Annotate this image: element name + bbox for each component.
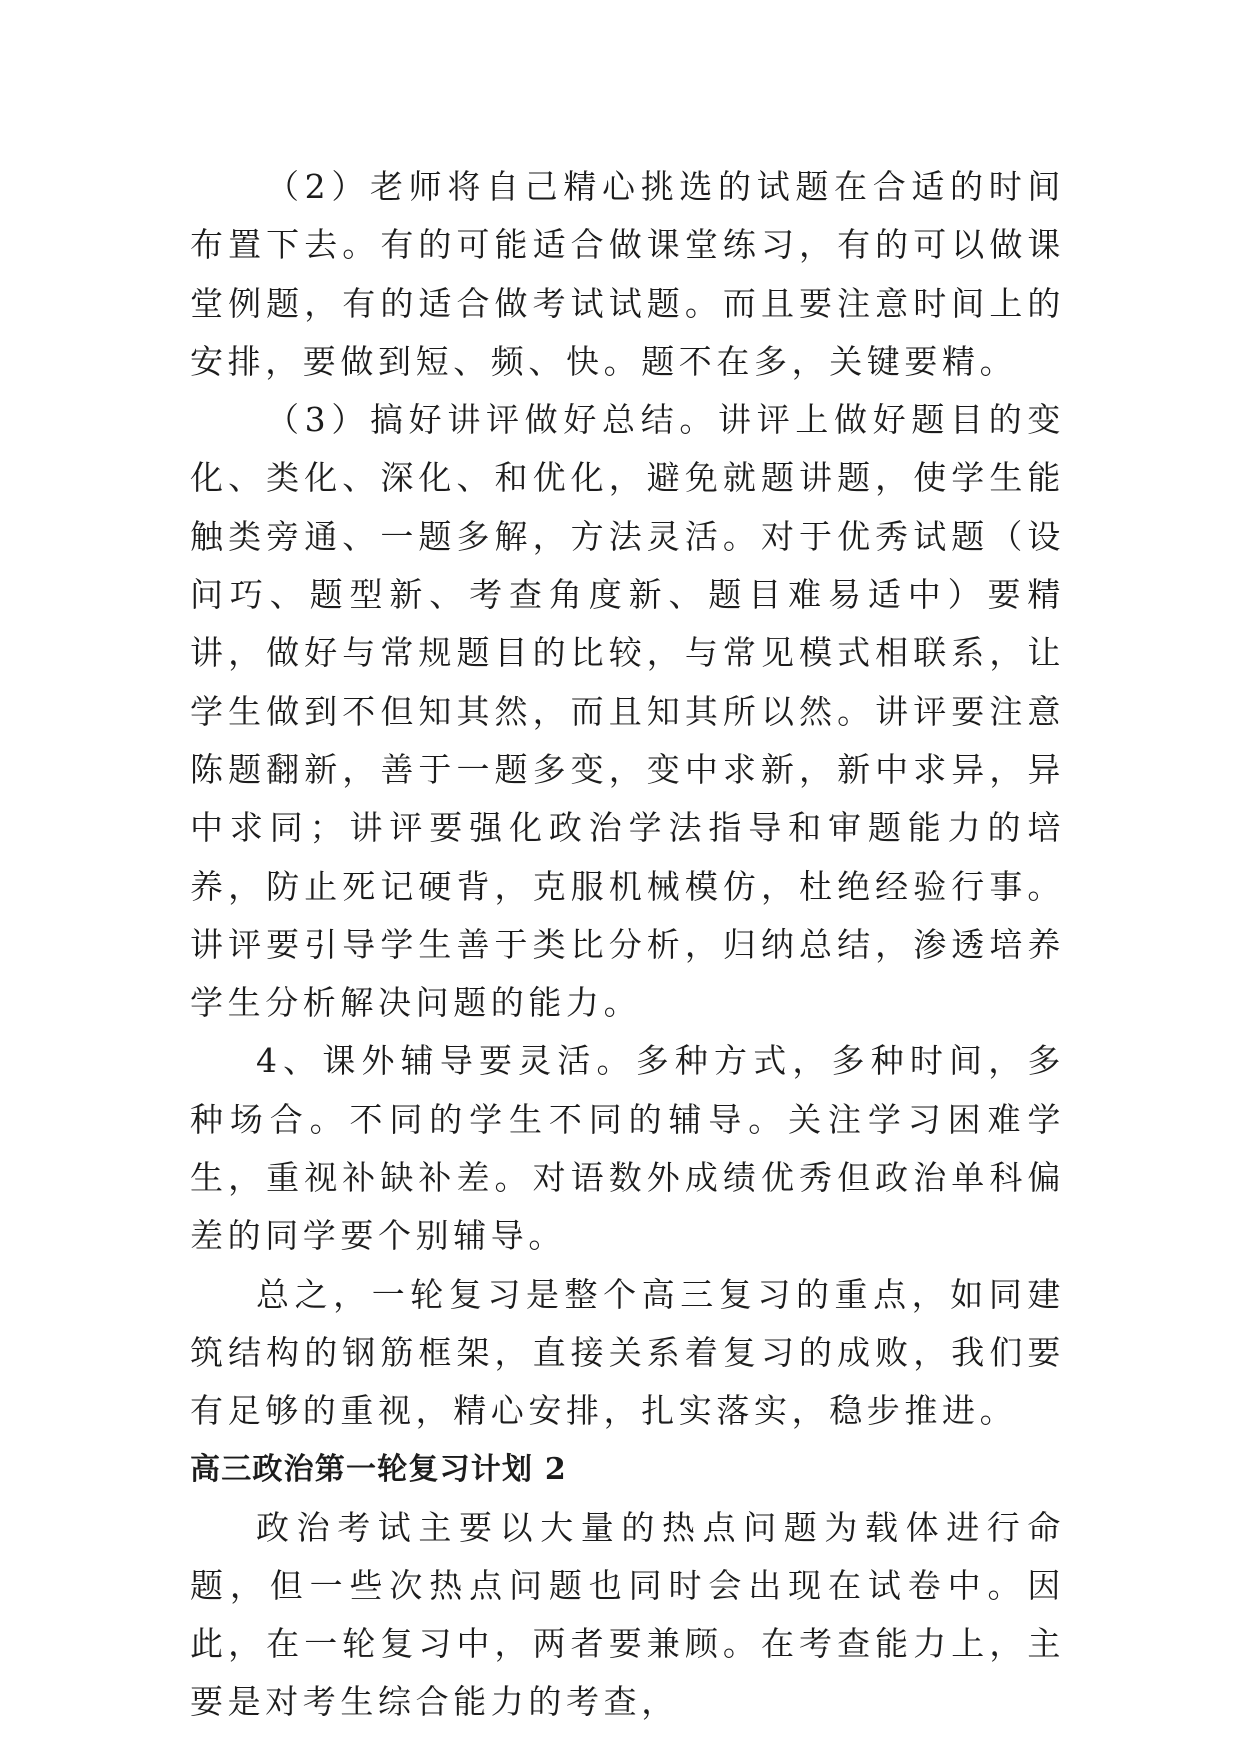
section-heading: 高三政治第一轮复习计划 2 (190, 1451, 567, 1487)
paragraph-tutoring: 4、课外辅导要灵活。多种方式，多种时间，多种场合。不同的学生不同的辅导。关注学习困难学生，重视补缺补差。对语数外成绩优秀但政治单科偏差的同学要个别辅导。 (190, 1041, 1065, 1256)
paragraph-step-2: （2）老师将自己精心挑选的试题在合适的时间布置下去。有的可能适合做课堂练习，有的可以做课堂例题，有的适合做考试试题。而且要注意时间上的安排，要做到短、频、快。题不在多，关键要精。 (190, 167, 1065, 381)
paragraph-plan-intro: 政治考试主要以大量的热点问题为载体进行命题，但一些次热点问题也同时会出现在试卷中。因此，在一轮复习中，两者要兼顾。在考查能力上，主要是对考生综合能力的考查， (190, 1507, 1065, 1722)
document-body (190, 158, 1065, 1732)
paragraph-summary: 总之，一轮复习是整个高三复习的重点，如同建筑结构的钢筋框架，直接关系着复习的成败，我们要有足够的重视，精心安排，扎实落实，稳步推进。 (190, 1274, 1065, 1431)
paragraph-step-3: （3）搞好讲评做好总结。讲评上做好题目的变化、类化、深化、和优化，避免就题讲题，使学生能触类旁通、一题多解，方法灵活。对于优秀试题（设问巧、题型新、考查角度新、题目难易适中）要精讲，做好与常规题目的比较，与常见模式相联系，让学生做到不但知其然，而且知其所以然。讲评要注意陈题翻新，善于一题多变，变中求新，新中求异，异中求同；讲评要强化政治学法指导和审题能力的培养，防止死记硬背，克服机械模仿，杜绝经验行事。讲评要引导学生善于类比分析，归纳总结，渗透培养学生分析解决问题的能力。 (190, 400, 1065, 1023)
